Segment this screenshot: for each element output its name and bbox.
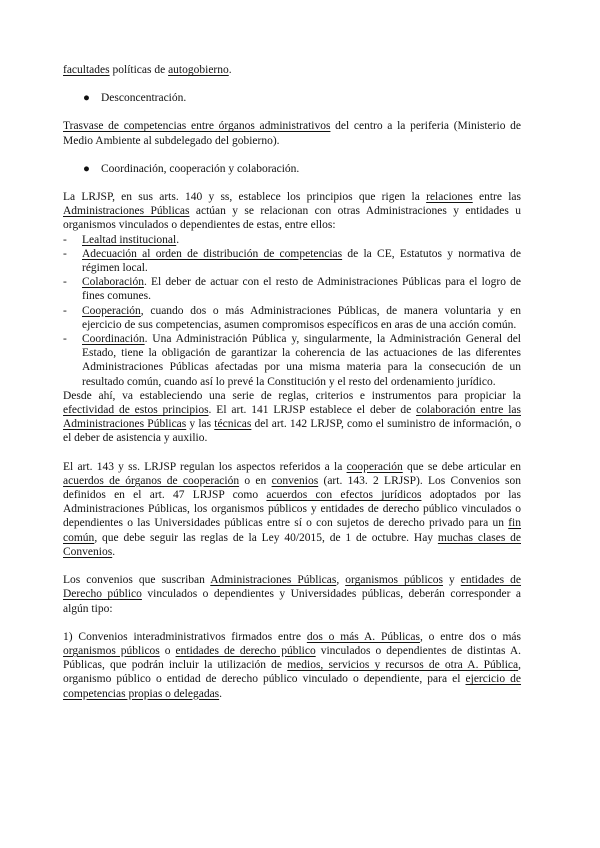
- dash-marker: -: [63, 233, 67, 246]
- paragraph-autogobierno: [63, 63, 521, 77]
- paragraph-lrjsp-principios: [63, 190, 521, 233]
- underlined-term: convenios: [271, 474, 319, 487]
- underlined-term: organismos públicos: [63, 644, 160, 657]
- text-run: actúan y se relacionan con otras Administraciones y entidades u organismos vinculados o dependientes de estas, entre ellos:: [63, 205, 521, 232]
- text-run: El art. 143 y ss. LRJSP regulan los aspectos referidos a la: [63, 460, 347, 473]
- dash-marker: -: [63, 304, 67, 317]
- text-run: Desde ahí, va estableciendo una serie de reglas, criterios e instrumentos para propiciar la: [63, 389, 521, 402]
- text-run: de la CE, Estatutos y normativa de régimen local.: [82, 247, 521, 275]
- underlined-term: Coordinación: [82, 333, 145, 346]
- text-run: del art. 142 LRJSP, como el suministro de información, o el deber de asistencia y auxilio.: [63, 418, 521, 445]
- bullet-icon: ●: [83, 162, 90, 175]
- underlined-term: ejercicio de competencias propias o delegadas: [63, 673, 522, 700]
- bullet-desconcentracion: [63, 91, 521, 105]
- text-run: políticas de: [109, 64, 169, 76]
- underlined-term: autogobierno: [168, 64, 229, 76]
- underlined-term: organismos públicos: [345, 574, 443, 587]
- underlined-term: colaboración entre las Administraciones Públicas: [63, 404, 521, 431]
- text-run: y las: [186, 418, 215, 431]
- text-run: Los convenios que suscriban: [63, 574, 211, 587]
- text-run: .: [219, 687, 223, 700]
- text-run: , o entre dos o más: [419, 630, 522, 643]
- underlined-term: Trasvase de competencias entre órganos administrativos: [63, 120, 331, 133]
- document-page: [63, 63, 521, 701]
- list-item: [63, 304, 521, 332]
- text-run: La LRJSP, en sus arts. 140 y ss, establece los principios que rigen la: [63, 191, 427, 204]
- dash-marker: -: [63, 333, 67, 346]
- text-run: del centro a la periferia (Ministerio de Medio Ambiente al subdelegado del gobierno).: [63, 120, 521, 147]
- dash-marker: -: [63, 247, 67, 260]
- text-run: , organismo público o entidad de derecho público vinculado o dependiente, para el: [63, 659, 521, 686]
- text-run: . Una Administración Pública y, singularmente, la Administración General del Estado, tiene la obligación de garantizar la coherencia de las actuaciones de las diferentes Administraciones Públicas afectadas por una misma materia para la consecución de un resultado común, cuando así lo prevé la Constitución y el resto del ordenamiento jurídico.: [82, 333, 521, 388]
- underlined-term: acuerdos con efectos jurídicos: [266, 489, 422, 502]
- underlined-term: relaciones: [426, 191, 473, 204]
- text-run: vinculados o dependientes de distintas A. Públicas, que podrán incluir la utilización de: [63, 644, 522, 672]
- underlined-term: acuerdos de órganos de cooperación: [63, 474, 240, 487]
- underlined-term: dos o más A. Públicas: [306, 630, 420, 643]
- dash-marker: -: [63, 276, 67, 289]
- paragraph-convenios: [63, 460, 521, 559]
- list-item: [63, 275, 521, 303]
- underlined-term: facultades: [63, 64, 110, 76]
- underlined-term: muchas clases de Convenios: [63, 531, 521, 558]
- list-item: [63, 233, 521, 247]
- text-run: .: [112, 545, 116, 558]
- underlined-term: entidades de derecho público: [175, 644, 316, 657]
- list-item: [63, 332, 521, 389]
- text-run: que se debe articular en: [402, 460, 522, 473]
- paragraph-efectividad: [63, 389, 521, 446]
- text-run: entre las: [472, 191, 521, 204]
- text-run: . El deber de actuar con el resto de Administraciones Públicas para el logro de fines comunes.: [82, 276, 521, 303]
- text-run: y: [443, 574, 461, 587]
- underlined-term: cooperación: [346, 460, 403, 473]
- text-run: .: [228, 64, 232, 76]
- paragraph-tipos: [63, 573, 521, 616]
- text-run: , que debe seguir las reglas de la Ley 40/2015, de 1 de octubre. Hay: [94, 531, 438, 544]
- text-run: ,: [336, 574, 346, 587]
- underlined-term: medios, servicios y recursos de otra A. Pública: [287, 659, 519, 672]
- text-run: .: [176, 233, 180, 246]
- underlined-term: Cooperación: [82, 304, 141, 317]
- text-run: . El art. 141 LRJSP establece el deber de: [208, 404, 417, 417]
- text-run: , cuando dos o más Administraciones Públicas, de manera voluntaria y en ejercicio de sus competencias, asumen compromisos específicos en aras de una acción común.: [82, 304, 521, 331]
- underlined-term: entidades de Derecho público: [63, 574, 522, 601]
- text-run: (art. 143. 2 LRJSP). Los Convenios son definidos en el art. 47 LRJSP como: [63, 474, 521, 502]
- text-run: o en: [239, 474, 272, 487]
- text-run: vinculados o dependientes y Universidades públicas, deberán corresponder a algún tipo:: [63, 588, 521, 615]
- underlined-term: Administraciones Públicas: [210, 574, 337, 587]
- underlined-term: fin común: [63, 517, 521, 544]
- paragraph-interadministrativos: [63, 630, 521, 701]
- underlined-term: efectividad de estos principios: [63, 404, 209, 417]
- bullet-icon: ●: [83, 92, 90, 105]
- list-item: [63, 247, 521, 275]
- text-run: adoptados por las Administraciones Públicas, los organismos públicos y entidades de derecho público vinculados o dependientes o las Universidades públicas entre sí o con sujetos de derecho privado para un: [63, 489, 522, 530]
- bullet-text: Desconcentración.: [101, 92, 187, 105]
- underlined-term: técnicas: [214, 418, 252, 431]
- underlined-term: Administraciones Públicas: [63, 205, 190, 218]
- bullet-text: Coordinación, cooperación y colaboración.: [101, 162, 300, 175]
- underlined-term: Lealtad institucional: [82, 233, 177, 246]
- bullet-coordinacion: [63, 162, 521, 176]
- text-run: o: [159, 644, 176, 657]
- underlined-term: Adecuación al orden de distribución de competencias: [82, 247, 343, 260]
- underlined-term: Colaboración: [82, 276, 144, 289]
- text-run: 1) Convenios interadministrativos firmados entre: [63, 630, 307, 643]
- paragraph-trasvase: [63, 119, 521, 147]
